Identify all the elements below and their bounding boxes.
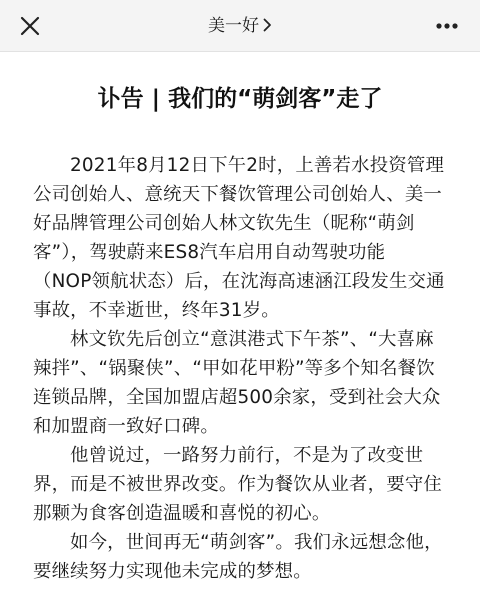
article-body: [33, 151, 451, 586]
top-navigation-bar: [0, 0, 480, 52]
text-line: 他曾说过，一路努力前行，不是为了改变世: [70, 445, 424, 466]
more-dots-icon: [432, 12, 462, 40]
text-line: 事故，不幸逝世，终年31岁。: [33, 300, 280, 321]
more-options-button[interactable]: [432, 12, 462, 40]
paragraph-brands: [33, 325, 451, 441]
text-line: 好品牌管理公司创始人林文钦先生（昵称“萌剑: [33, 213, 415, 234]
text-line: 要继续努力实现他未完成的梦想。: [33, 561, 312, 582]
text-line: （NOP领航状态）后，在沈海高速涵江段发生交通: [33, 271, 445, 292]
text-line: 连锁品牌，全国加盟店超500余家，受到社会大众: [33, 387, 441, 408]
article-title: 讣告 | 我们的“萌剑客”走了: [97, 86, 383, 112]
text-line: 2021年8月12日下午2时，上善若水投资管理: [70, 155, 445, 176]
text-line: 辣拌”、“锅聚侠”、“甲如花甲粉”等多个知名餐饮: [33, 358, 435, 379]
paragraph-quote: [33, 441, 451, 528]
close-icon: [16, 12, 44, 40]
text-line: 如今，世间再无“萌剑客”。我们永远想念他，: [70, 532, 443, 553]
paragraph-closing: [33, 528, 451, 586]
text-line: 公司创始人、意统天下餐饮管理公司创始人、美一: [33, 184, 442, 205]
text-line: 那颗为食客创造温暖和喜悦的初心。: [33, 503, 331, 524]
text-line: 和加盟商一致好口碑。: [33, 416, 219, 437]
paragraph-announcement: [33, 151, 451, 325]
text-line: 林文钦先后创立“意淇港式下午茶”、“大喜麻: [70, 329, 434, 350]
chevron-right-icon: [263, 18, 272, 32]
close-button[interactable]: [16, 12, 44, 40]
text-line: 界，而是不被世界改变。作为餐饮从业者，要守住: [33, 474, 442, 495]
text-line: 客”），驾驶蔚来ES8汽车启用自动驾驶功能: [33, 242, 386, 263]
account-name: 美一好: [208, 16, 259, 36]
account-name-link[interactable]: [160, 0, 320, 52]
